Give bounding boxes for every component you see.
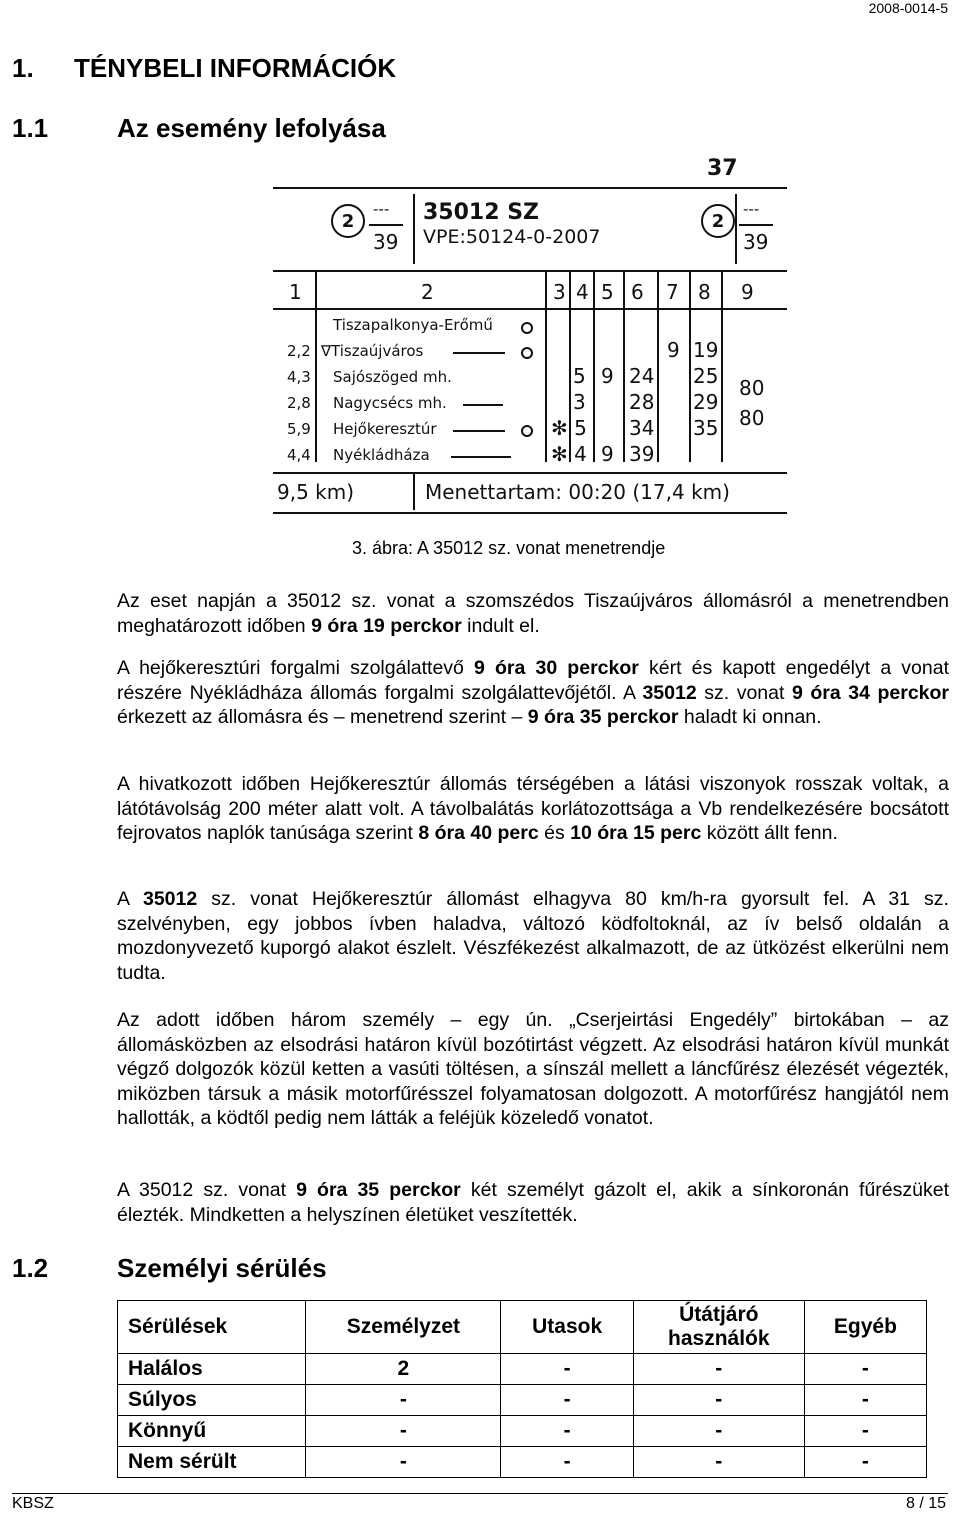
table-cell: - xyxy=(501,1447,633,1478)
station-km: 4,3 xyxy=(287,368,311,386)
running-time: 5 xyxy=(573,364,586,388)
paragraph-1: Az eset napján a 35012 sz. vonat a szomszédos Tiszaújváros állomásról a menetrendben meghatározott időben 9 óra 19 perckor indult el. xyxy=(117,590,949,637)
timetable-col-3: 3 xyxy=(553,280,566,304)
section-heading-1-1 xyxy=(12,113,386,144)
timetable-col-5: 5 xyxy=(601,280,614,304)
injury-table xyxy=(117,1300,927,1478)
section-heading-1 xyxy=(12,53,397,84)
timetable-dash-right: --- xyxy=(743,200,760,218)
figure-caption: 3. ábra: A 35012 sz. vonat menetrendje xyxy=(352,538,666,558)
running-time: ✻ 5 xyxy=(551,416,587,440)
table-header-cell: Útátjáró használók xyxy=(633,1301,804,1354)
footer-page-number: 8 / 15 xyxy=(905,1495,946,1512)
section-heading-1-2 xyxy=(12,1253,327,1284)
station-name: Tiszapalkonya-Erőmű xyxy=(333,316,493,334)
timetable-footer-runtime: Menettartam: 00:20 (17,4 km) xyxy=(425,480,730,504)
timetable-circle-left: 2 xyxy=(331,204,365,238)
station-marker xyxy=(521,425,533,437)
paragraph-4: A 35012 sz. vonat Hejőkeresztúr állomást elhagyva 80 km/h-ra gyorsult fel. A 31 sz. szelvényben, egy jobbos ívben haladva, változó ködfoltoknál, az ív belső oldalán a mozdonyvezető kuporgó alakot észlelt. Vészfékezést alkalmazott, de az ütközést elkerülni nem tudta. xyxy=(117,888,949,984)
station-name: ∇Tiszaújváros xyxy=(321,342,424,360)
table-cell: Halálos xyxy=(118,1354,306,1385)
timetable-figure xyxy=(273,156,787,522)
table-row xyxy=(118,1416,927,1447)
table-header-cell: Személyzet xyxy=(306,1301,501,1354)
timetable-col-8: 8 xyxy=(698,280,711,304)
departure-time: 29 xyxy=(693,390,719,414)
table-cell: - xyxy=(804,1416,926,1447)
table-cell: - xyxy=(804,1447,926,1478)
document-id: 2008-0014-5 xyxy=(868,0,948,16)
table-cell: - xyxy=(306,1385,501,1416)
speed-limit: 80 xyxy=(739,376,765,400)
arrival-time: 9 xyxy=(667,338,680,362)
section-title: TÉNYBELI INFORMÁCIÓK xyxy=(74,53,397,83)
table-header-cell: Utasok xyxy=(501,1301,633,1354)
table-row xyxy=(118,1385,927,1416)
paragraph-2: A hejőkeresztúri forgalmi szolgálattevő 9 óra 30 perckor kért és kapott engedélyt a vonat részére Nyékládháza állomás forgalmi szolgálattevőjétől. A 35012 sz. vonat 9 óra 34 perckor érkezett az állomásra és – menetrend szerint – 9 óra 35 perckor haladt ki onnan. xyxy=(117,657,950,728)
departure-time: 35 xyxy=(693,416,719,440)
table-cell: - xyxy=(306,1447,501,1478)
station-km: 5,9 xyxy=(287,420,311,438)
table-header-cell: Egyéb xyxy=(804,1301,926,1354)
timetable-circle-right: 2 xyxy=(701,204,735,238)
running-time: ✻ 4 xyxy=(551,442,587,466)
timetable-col-1: 1 xyxy=(289,280,302,304)
section-number: 1.1 xyxy=(12,113,49,143)
departure-time: 19 xyxy=(693,338,719,362)
footer-organization: KBSZ xyxy=(12,1495,54,1512)
speed-limit: 80 xyxy=(739,406,765,430)
table-cell: - xyxy=(633,1416,804,1447)
timetable-vpe: VPE:50124-0-2007 xyxy=(423,226,601,248)
table-cell: 2 xyxy=(306,1354,501,1385)
table-cell: - xyxy=(633,1447,804,1478)
departure-time: 25 xyxy=(693,364,719,388)
table-cell: Könnyű xyxy=(118,1416,306,1447)
paragraph-3: A hivatkozott időben Hejőkeresztúr állomás térségében a látási viszonyok rosszak voltak, a látótávolság 200 méter alatt volt. A távolbalátás korlátozottsága a Vb rendelkezésére bocsátott fejrovatos naplók tanúsága szerint 8 óra 40 perc és 10 óra 15 perc között állt fenn. xyxy=(117,773,949,844)
paragraph-6: A 35012 sz. vonat 9 óra 35 perckor két személyt gázolt el, akik a sínkoronán fűrészüket élezték. Mindketten a helyszínen életüket veszítették. xyxy=(117,1179,949,1226)
station-name: Sajószöged mh. xyxy=(333,368,452,386)
table-header-cell: Sérülések xyxy=(118,1301,306,1354)
table-header-row xyxy=(118,1301,927,1354)
station-marker xyxy=(521,322,533,334)
section-title: Az esemény lefolyása xyxy=(117,113,386,143)
timetable-dash-left: --- xyxy=(373,200,390,218)
table-cell: - xyxy=(804,1385,926,1416)
arrival-time: 24 xyxy=(629,364,655,388)
timetable-col-4: 4 xyxy=(576,280,589,304)
table-cell: Súlyos xyxy=(118,1385,306,1416)
timetable-col-6: 6 xyxy=(631,280,644,304)
table-cell: - xyxy=(633,1385,804,1416)
station-name: Nyékládháza xyxy=(333,446,430,464)
timetable-train-number: 35012 SZ xyxy=(423,200,539,225)
footer-divider xyxy=(12,1493,948,1494)
timetable-col-9: 9 xyxy=(741,280,754,304)
table-cell: - xyxy=(501,1385,633,1416)
station-km: 2,8 xyxy=(287,394,311,412)
running-time: 3 xyxy=(573,390,586,414)
timetable-footer-distance: 9,5 km) xyxy=(277,480,355,504)
table-row xyxy=(118,1447,927,1478)
table-cell: - xyxy=(501,1416,633,1447)
table-row xyxy=(118,1354,927,1385)
hour: 9 xyxy=(601,442,614,466)
station-name: Hejőkeresztúr xyxy=(333,420,437,438)
station-km: 4,4 xyxy=(287,446,311,464)
arrival-time: 39 xyxy=(629,442,655,466)
station-km: 2,2 xyxy=(287,342,311,360)
timetable-line-right: 39 xyxy=(743,230,769,254)
timetable-line-left: 39 xyxy=(373,230,399,254)
table-cell: - xyxy=(306,1416,501,1447)
station-name: Nagycsécs mh. xyxy=(333,394,447,412)
section-number: 1.2 xyxy=(12,1253,49,1283)
timetable-page-number: 37 xyxy=(707,156,738,181)
arrival-time: 34 xyxy=(629,416,655,440)
section-title: Személyi sérülés xyxy=(117,1253,327,1283)
table-cell: - xyxy=(501,1354,633,1385)
section-number: 1. xyxy=(12,53,34,83)
arrival-time: 28 xyxy=(629,390,655,414)
table-cell: - xyxy=(633,1354,804,1385)
timetable-col-2: 2 xyxy=(421,280,434,304)
hour: 9 xyxy=(601,364,614,388)
timetable-col-7: 7 xyxy=(666,280,679,304)
station-marker xyxy=(521,347,533,359)
table-cell: Nem sérült xyxy=(118,1447,306,1478)
paragraph-5: Az adott időben három személy – egy ún. „Cserjeirtási Engedély” birtokában – az állomásközben az elsodrási határon kívül bozótirtást végzett. Az elsodrási határon kívül munkát végző dolgozók közül ketten a vasúti töltésen, a sínszál mellett a láncfűrész élezését végezték, miközben társuk a másik motorfűrésszel folyamatosan dolgozott. A motorfűrész hangjától nem hallották, a ködtől pedig nem látták a feléjük közeledő vonatot. xyxy=(117,1009,949,1129)
table-cell: - xyxy=(804,1354,926,1385)
